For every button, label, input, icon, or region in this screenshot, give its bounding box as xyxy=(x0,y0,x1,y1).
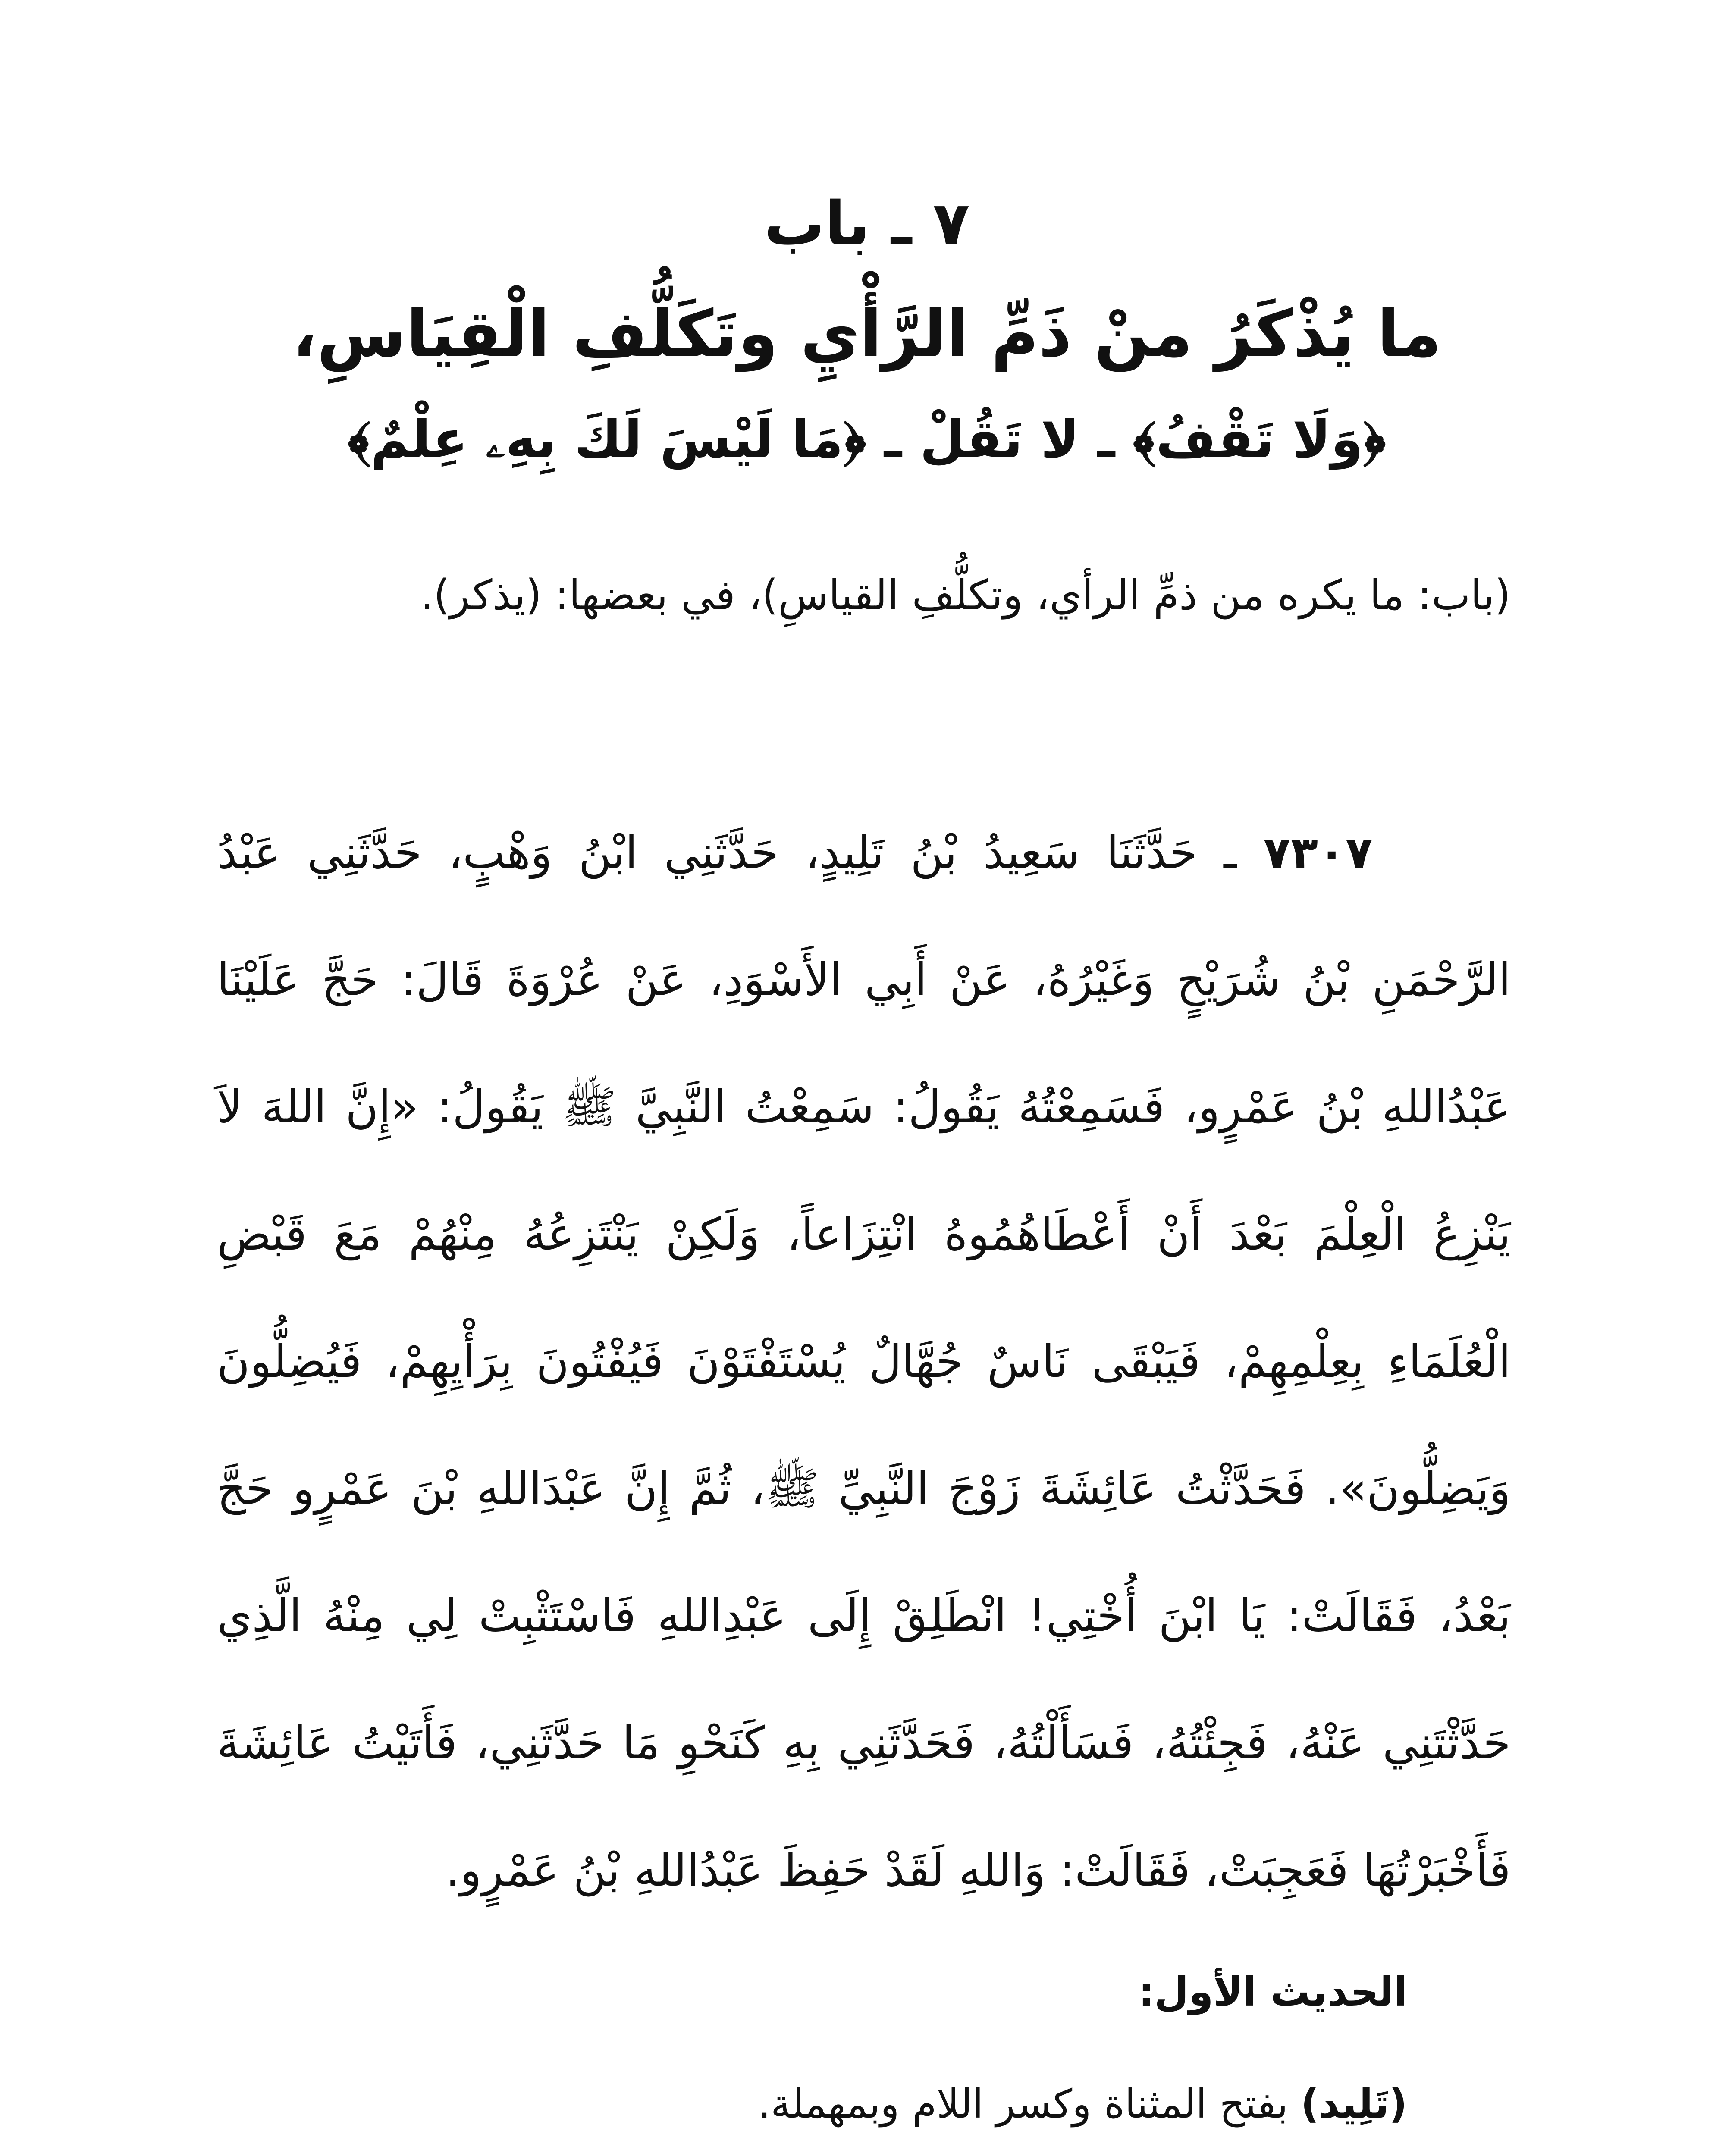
chapter-subtitle: ﴿وَلَا تَقْفُ﴾ ـ لا تَقُلْ ـ ﴿مَا لَيْسَ لَكَ بِهِۦ عِلْمٌ﴾ xyxy=(348,410,1386,470)
hadith-text: ـ حَدَّثَنَا سَعِيدُ بْنُ تَلِيدٍ، حَدَّثَنِي ابْنُ وَهْبٍ، حَدَّثَنِي عَبْدُ الرَّحْمَنِ بْنُ شُرَيْحٍ وَغَيْرُهُ، عَنْ أَبِي الأَسْوَدِ، عَنْ عُرْوَةَ قَالَ: حَجَّ عَلَيْنَا عَبْدُاللهِ بْنُ عَمْرٍو، فَسَمِعْتُهُ يَقُولُ: سَمِعْتُ النَّبِيَّ ﷺ يَقُولُ: «إِنَّ اللهَ لاَ يَنْزِعُ الْعِلْمَ بَعْدَ أَنْ أَعْطَاهُمُوهُ انْتِزَاعاً، وَلَكِنْ يَنْتَزِعُهُ مِنْهُمْ مَعَ قَبْضِ الْعُلَمَاءِ بِعِلْمِهِمْ، فَيَبْقَى نَاسٌ جُهَّالٌ يُسْتَفْتَوْنَ فَيُفْتُونَ بِرَأْيِهِمْ، فَيُضِلُّونَ وَيَضِلُّونَ». فَحَدَّثْتُ عَائِشَةَ زَوْجَ النَّبِيِّ ﷺ، ثُمَّ إِنَّ عَبْدَاللهِ بْنَ عَمْرٍو حَجَّ بَعْدُ، فَقَالَتْ: يَا ابْنَ أُخْتِي! انْطَلِقْ إِلَى عَبْدِاللهِ فَاسْتَثْبِتْ لِي مِنْهُ الَّذِي حَدَّثْتَنِي عَنْهُ، فَجِئْتُهُ، فَسَأَلْتُهُ، فَحَدَّثَنِي بِهِ كَنَحْوِ مَا حَدَّثَنِي، فَأَتَيْتُ عَائِشَةَ فَأَخْبَرْتُهَا فَعَجِبَتْ، فَقَالَتْ: وَاللهِ لَقَدْ حَفِظَ عَبْدُاللهِ بْنُ عَمْرٍو. xyxy=(217,826,1511,1896)
commentary-heading: الحديث الأول: xyxy=(1138,1969,1407,2015)
hadith-paragraph xyxy=(217,789,1511,1934)
chapter-title: ما يُذْكَرُ منْ ذَمِّ الرَّأْيِ وتَكَلُّفِ الْقِيَاسِ، xyxy=(292,297,1442,372)
intro-note: (باب: ما يكره من ذمِّ الرأي، وتكلُّفِ القياسِ)، في بعضها: (يذكر). xyxy=(420,571,1511,619)
commentary-note xyxy=(217,2061,1407,2147)
note-explanation: بفتح المثناة وكسر اللام وبمهملة. xyxy=(758,2081,1301,2127)
note-term: (تَلِيد) xyxy=(1301,2081,1407,2127)
hadith-number: ٧٣٠٧ xyxy=(1263,826,1373,879)
chapter-label: ٧ ـ باب xyxy=(764,189,970,259)
